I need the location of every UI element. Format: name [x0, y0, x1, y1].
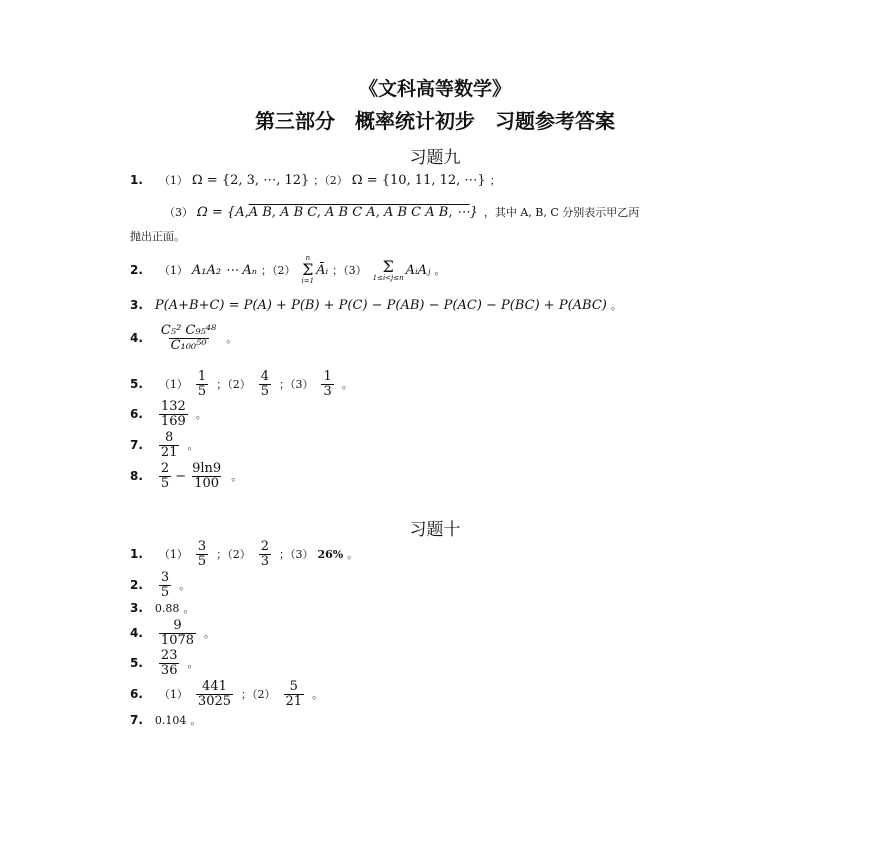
answer-10-2: [130, 571, 194, 599]
fraction: $\frac{1}{5}$: [197, 369, 207, 399]
end-mark: 。: [434, 264, 446, 277]
item-number: 2.: [130, 263, 143, 277]
end-mark: 。: [179, 579, 191, 593]
end-mark: 。: [312, 688, 324, 702]
complement-term: Āᵢ: [316, 262, 329, 278]
fraction: $\frac{23}{36}$: [160, 648, 178, 678]
sample-space-3-open: Ω = {A,: [197, 204, 249, 220]
fraction: $\frac{2}{5}$: [160, 461, 170, 491]
fraction: $\frac{9}{1078}$: [160, 618, 195, 648]
sample-space-2: Ω = {10, 11, 12, ⋯}: [351, 172, 486, 188]
fraction: $\frac{441}{3025}$: [197, 679, 232, 709]
part-label: （3）: [164, 206, 193, 219]
part-label: ；（3）: [278, 378, 314, 392]
end-mark: 。: [195, 408, 207, 422]
item-number: 2.: [130, 578, 143, 593]
end-mark: 。: [187, 439, 199, 453]
part-label: ；（3）: [332, 264, 367, 277]
part-label: ；（2）: [216, 378, 251, 392]
section-heading-9: 习题九: [409, 148, 461, 168]
summation-symbol-2: Σ 1≤i<j≤n: [372, 256, 404, 282]
end-mark: 。: [341, 378, 353, 392]
answer-9-6: [130, 400, 211, 428]
percent-value: 26%: [317, 547, 344, 561]
end-mark: 。: [204, 627, 216, 641]
item-number: 3.: [130, 601, 143, 615]
separator: ；: [489, 174, 501, 187]
part-label: （1）: [158, 378, 188, 392]
fraction: $\frac{2}{3}$: [260, 539, 269, 569]
answer-9-1: [130, 172, 505, 188]
item-number: 5.: [130, 656, 143, 671]
part-label: ；（2）: [241, 688, 276, 702]
fraction: $\frac{3}{5}$: [197, 539, 207, 569]
item-number: 7.: [130, 713, 143, 727]
answer-10-5: [130, 649, 202, 677]
fraction: $\frac{8}{21}$: [160, 430, 178, 460]
item-number: 4.: [130, 626, 143, 641]
part-label: （1）: [158, 688, 188, 702]
fraction: $\frac{5}{21}$: [285, 679, 303, 709]
answer-9-2: [130, 252, 449, 288]
fraction: $\frac{\text{C₅² C₉₅⁴⁸}}{\text{C₁₀₀⁵⁰}}$: [160, 323, 217, 353]
item-number: 6.: [130, 687, 143, 702]
fraction: $\frac{9\ln 9}{100}$: [192, 461, 222, 491]
part-label: ；（2）: [261, 264, 296, 277]
answer-9-5: [130, 370, 357, 398]
part-label: （1）: [158, 174, 188, 187]
part-label: ；（3）: [278, 548, 314, 562]
answer-9-3: [130, 297, 626, 313]
sample-space-3-terms: A B, A B C, A B C A, A B C A B, ⋯: [248, 204, 470, 220]
answer-10-1: [130, 540, 362, 568]
end-mark: 。: [183, 602, 195, 615]
answer-10-3: [130, 600, 198, 616]
item-number: 1.: [130, 173, 143, 187]
item-number: 4.: [130, 331, 143, 346]
answer-10-4: [130, 619, 219, 647]
answer-9-8: [130, 462, 246, 490]
item-number: 3.: [130, 298, 143, 312]
fraction: $\frac{132}{169}$: [160, 399, 186, 429]
fraction: $\frac{4}{5}$: [260, 369, 269, 399]
fraction: $\frac{3}{5}$: [160, 570, 170, 600]
minus-sign: −: [175, 468, 187, 484]
fraction: $\frac{1}{3}$: [323, 369, 332, 399]
section-heading-10: 习题十: [409, 520, 461, 540]
decimal-value: 0.104: [154, 713, 187, 727]
part-label: （1）: [158, 264, 188, 277]
sample-space-3-close: }: [469, 204, 478, 220]
pair-product-term: AᵢAⱼ: [405, 262, 431, 278]
answer-9-1-part3: [160, 204, 639, 220]
product-expression: A₁A₂ ⋯ Aₙ: [191, 262, 258, 278]
part-label: （1）: [158, 548, 188, 562]
answer-9-4: [130, 324, 241, 352]
addition-formula: P(A+B+C) = P(A) + P(B) + P(C) − P(AB) − P(AC) − P(BC) + P(ABC): [154, 297, 607, 313]
answer-9-7: [130, 431, 202, 459]
document-title: 《文科高等数学》: [358, 78, 511, 100]
end-mark: 。: [610, 299, 622, 312]
end-mark: 。: [347, 548, 359, 562]
end-mark: 。: [187, 657, 199, 671]
item-number: 1.: [130, 547, 143, 562]
summation-symbol: n Σ i=1: [301, 254, 315, 285]
part-label: ；（2）: [216, 548, 251, 562]
end-mark: 。: [231, 470, 243, 484]
end-mark: 。: [226, 332, 238, 346]
document-subtitle: 第三部分 概率统计初步 习题参考答案: [255, 109, 615, 133]
end-mark: 。: [190, 714, 202, 727]
item-number: 6.: [130, 407, 143, 422]
part-label: ；（2）: [313, 174, 348, 187]
item-number: 5.: [130, 377, 143, 392]
sample-space-1: Ω = {2, 3, ⋯, 12}: [191, 172, 310, 188]
item-number: 7.: [130, 438, 143, 453]
decimal-value: 0.88: [154, 601, 180, 615]
sample-space-note: ，其中 A, B, C 分别表示甲乙丙: [483, 206, 640, 219]
item-number: 8.: [130, 469, 143, 484]
answer-10-6: [130, 680, 327, 708]
answer-10-7: [130, 712, 205, 728]
sample-space-note-cont: 抛出正面。: [130, 230, 185, 243]
